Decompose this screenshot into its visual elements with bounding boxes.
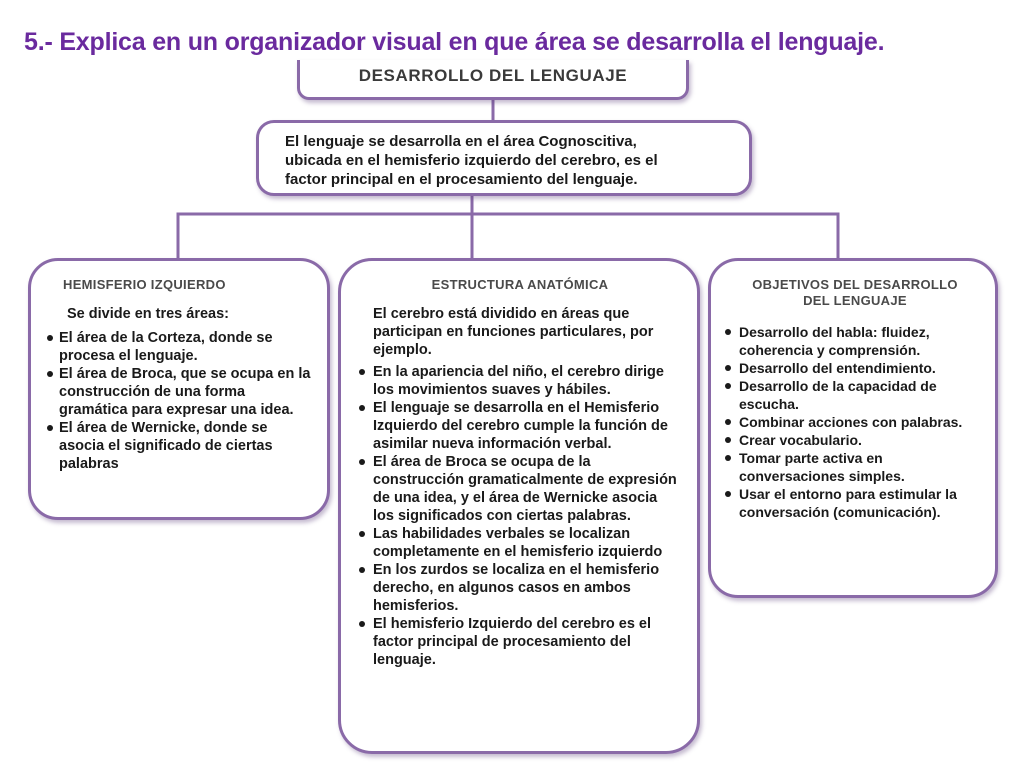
column-heading-line: OBJETIVOS DEL DESARROLLO [752,277,958,292]
column-estructura-anatomica [338,258,700,754]
list-item-text: Desarrollo del entendimiento. [739,360,936,376]
list-item-text: Las habilidades verbales se localizan completamente en el hemisferio izquierdo [373,526,663,560]
bullet-icon [725,437,731,443]
bullet-icon [359,621,365,627]
bullet-icon [725,383,731,389]
column-heading: ESTRUCTURA ANATÓMICA [431,277,609,292]
column-intro: El cerebro está dividido en áreas que participan en funciones particulares, por ejemplo. [373,306,654,358]
list-item [725,413,985,431]
list-item [359,399,681,453]
list-item [47,419,315,473]
bullet-icon [725,365,731,371]
bullet-icon [359,531,365,537]
list-item [359,615,681,669]
list-item [47,365,315,419]
list-item-text: El área de la Corteza, donde se procesa el lenguaje. [59,330,273,364]
bullet-icon [359,405,365,411]
list-item-text: El área de Broca, que se ocupa en la construcción de una forma gramática para expresar una idea. [59,366,311,418]
list-item [725,377,985,413]
bullet-icon [725,491,731,497]
bullet-icon [47,371,53,377]
list-item [359,525,681,561]
bullet-icon [725,329,731,335]
column-heading: HEMISFERIO IZQUIERDO [63,277,226,292]
list-item-text: Desarrollo del habla: fluidez, coherencia y comprensión. [739,324,930,358]
column-heading [725,277,985,309]
bullet-icon [725,455,731,461]
main-node-line: factor principal en el procesamiento del lenguaje. [285,171,638,188]
bullet-list [47,329,315,473]
column-intro: Se divide en tres áreas: [67,306,229,322]
list-item-text: El hemisferio Izquierdo del cerebro es el factor principal de procesamiento del lenguaje. [373,616,652,668]
main-node [256,120,752,196]
bullet-icon [47,335,53,341]
bullet-icon [359,567,365,573]
list-item-text: Desarrollo de la capacidad de escucha. [739,378,937,412]
list-item [725,323,985,359]
bullet-icon [359,369,365,375]
list-item-text: En la apariencia del niño, el cerebro dirige los movimientos suaves y hábiles. [373,364,664,398]
list-item [359,561,681,615]
root-node-title: DESARROLLO DEL LENGUAJE [358,65,628,85]
list-item [725,449,985,485]
list-item-text: El lenguaje se desarrolla en el Hemisferio Izquierdo del cerebro cumple la función de asimilar nueva información verbal. [373,400,668,452]
list-item-text: El área de Broca se ocupa de la construcción gramaticalmente de expresión de una idea, y el área de Wernicke asocia los significados con ciertas palabras. [373,454,677,524]
column-heading-line: DEL LENGUAJE [803,293,907,308]
list-item [47,329,315,365]
slide-title: 5.- Explica en un organizador visual en que área se desarrolla el lenguaje. [24,28,885,56]
bullet-icon [47,425,53,431]
list-item [359,363,681,399]
bullet-icon [725,419,731,425]
bullet-list [359,363,681,669]
main-node-line: El lenguaje se desarrolla en el área Cognoscitiva, [285,133,637,150]
list-item-text: En los zurdos se localiza en el hemisferio derecho, en algunos casos en ambos hemisferios. [373,562,660,614]
bullet-icon [359,459,365,465]
column-objetivos-del-desarrollo [708,258,998,598]
list-item [725,359,985,377]
list-item-text: Tomar parte activa en conversaciones simples. [739,450,905,484]
root-node [297,60,689,100]
bullet-list [725,323,985,521]
list-item [725,431,985,449]
main-node-line: ubicada en el hemisferio izquierdo del cerebro, es el [285,152,658,169]
list-item [725,485,985,521]
list-item-text: Combinar acciones con palabras. [739,414,963,430]
list-item-text: El área de Wernicke, donde se asocia el significado de ciertas palabras [59,420,273,472]
column-hemisferio-izquierdo [28,258,330,520]
list-item [359,453,681,525]
list-item-text: Crear vocabulario. [739,432,862,448]
list-item-text: Usar el entorno para estimular la conversación (comunicación). [739,486,957,520]
